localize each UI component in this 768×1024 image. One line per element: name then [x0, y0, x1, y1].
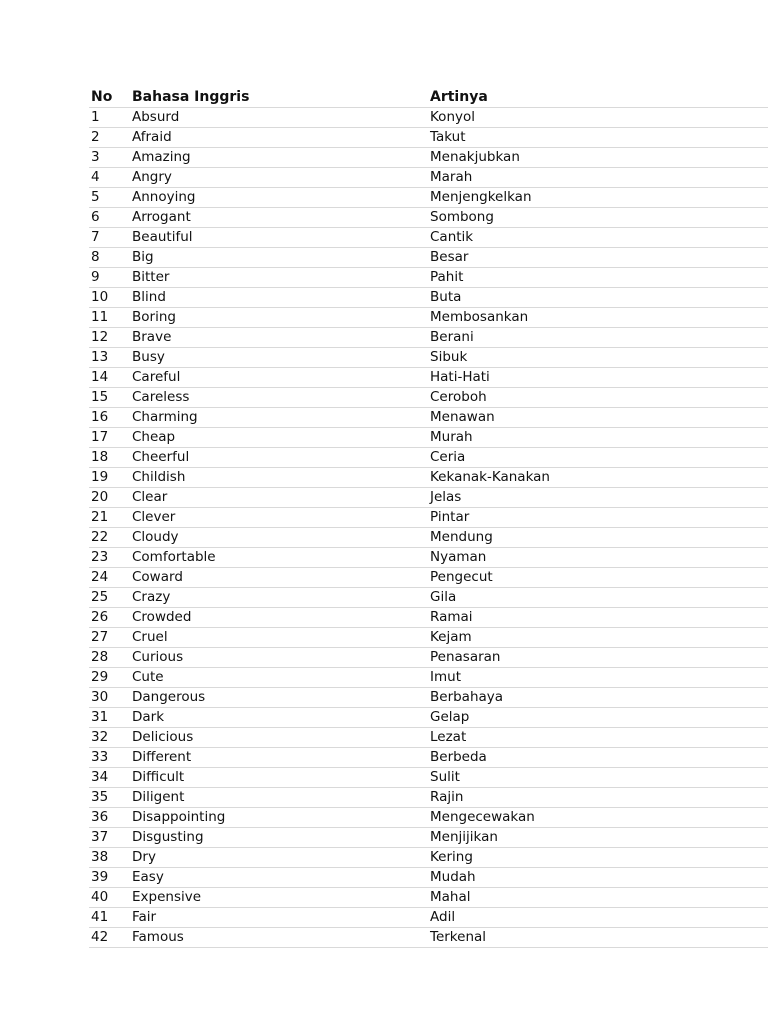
cell-no: 25	[89, 588, 130, 608]
table-row	[89, 888, 768, 908]
cell-no: 39	[89, 868, 130, 888]
vocabulary-table	[89, 88, 768, 948]
cell-no: 4	[89, 168, 130, 188]
table-row	[89, 308, 768, 328]
cell-no: 24	[89, 568, 130, 588]
cell-english-word: Comfortable	[130, 548, 428, 568]
cell-english-word: Busy	[130, 348, 428, 368]
cell-no: 27	[89, 628, 130, 648]
cell-english-word: Cute	[130, 668, 428, 688]
table-row	[89, 248, 768, 268]
cell-indonesian-meaning: Hati-Hati	[428, 368, 768, 388]
cell-english-word: Angry	[130, 168, 428, 188]
table-row	[89, 488, 768, 508]
cell-indonesian-meaning: Berbeda	[428, 748, 768, 768]
table-row	[89, 188, 768, 208]
cell-no: 11	[89, 308, 130, 328]
cell-english-word: Charming	[130, 408, 428, 428]
cell-english-word: Bitter	[130, 268, 428, 288]
cell-no: 21	[89, 508, 130, 528]
cell-indonesian-meaning: Terkenal	[428, 928, 768, 948]
cell-no: 17	[89, 428, 130, 448]
cell-indonesian-meaning: Menawan	[428, 408, 768, 428]
cell-english-word: Dark	[130, 708, 428, 728]
cell-indonesian-meaning: Besar	[428, 248, 768, 268]
cell-indonesian-meaning: Pahit	[428, 268, 768, 288]
cell-no: 38	[89, 848, 130, 868]
table-row	[89, 388, 768, 408]
cell-indonesian-meaning: Rajin	[428, 788, 768, 808]
cell-no: 40	[89, 888, 130, 908]
cell-indonesian-meaning: Mendung	[428, 528, 768, 548]
cell-english-word: Cloudy	[130, 528, 428, 548]
table-row	[89, 608, 768, 628]
cell-english-word: Brave	[130, 328, 428, 348]
cell-no: 41	[89, 908, 130, 928]
cell-english-word: Big	[130, 248, 428, 268]
header-meaning: Artinya	[428, 88, 768, 108]
cell-indonesian-meaning: Sulit	[428, 768, 768, 788]
table-row	[89, 788, 768, 808]
cell-english-word: Crazy	[130, 588, 428, 608]
cell-no: 42	[89, 928, 130, 948]
table-row	[89, 868, 768, 888]
table-row	[89, 628, 768, 648]
cell-no: 2	[89, 128, 130, 148]
table-row	[89, 108, 768, 128]
cell-english-word: Disgusting	[130, 828, 428, 848]
cell-no: 32	[89, 728, 130, 748]
cell-no: 34	[89, 768, 130, 788]
cell-no: 19	[89, 468, 130, 488]
cell-indonesian-meaning: Menjengkelkan	[428, 188, 768, 208]
table-row	[89, 688, 768, 708]
cell-no: 7	[89, 228, 130, 248]
cell-english-word: Arrogant	[130, 208, 428, 228]
cell-no: 30	[89, 688, 130, 708]
table-row	[89, 728, 768, 748]
cell-english-word: Easy	[130, 868, 428, 888]
cell-indonesian-meaning: Berani	[428, 328, 768, 348]
cell-english-word: Different	[130, 748, 428, 768]
cell-no: 20	[89, 488, 130, 508]
cell-indonesian-meaning: Marah	[428, 168, 768, 188]
cell-no: 26	[89, 608, 130, 628]
table-row	[89, 828, 768, 848]
cell-no: 28	[89, 648, 130, 668]
cell-no: 15	[89, 388, 130, 408]
cell-english-word: Cheerful	[130, 448, 428, 468]
cell-no: 33	[89, 748, 130, 768]
table-body	[89, 108, 768, 948]
table-row	[89, 168, 768, 188]
cell-no: 6	[89, 208, 130, 228]
cell-indonesian-meaning: Membosankan	[428, 308, 768, 328]
cell-indonesian-meaning: Pintar	[428, 508, 768, 528]
cell-indonesian-meaning: Gelap	[428, 708, 768, 728]
table-row	[89, 148, 768, 168]
cell-no: 22	[89, 528, 130, 548]
cell-indonesian-meaning: Adil	[428, 908, 768, 928]
table-row	[89, 268, 768, 288]
table-row	[89, 408, 768, 428]
cell-no: 29	[89, 668, 130, 688]
cell-english-word: Boring	[130, 308, 428, 328]
table-row	[89, 448, 768, 468]
cell-indonesian-meaning: Ceria	[428, 448, 768, 468]
cell-indonesian-meaning: Konyol	[428, 108, 768, 128]
cell-indonesian-meaning: Mudah	[428, 868, 768, 888]
cell-indonesian-meaning: Berbahaya	[428, 688, 768, 708]
table-row	[89, 908, 768, 928]
cell-no: 37	[89, 828, 130, 848]
cell-english-word: Fair	[130, 908, 428, 928]
cell-no: 31	[89, 708, 130, 728]
cell-english-word: Amazing	[130, 148, 428, 168]
cell-indonesian-meaning: Imut	[428, 668, 768, 688]
cell-indonesian-meaning: Ceroboh	[428, 388, 768, 408]
cell-indonesian-meaning: Ramai	[428, 608, 768, 628]
table-row	[89, 928, 768, 948]
table-row	[89, 568, 768, 588]
table-row	[89, 548, 768, 568]
cell-english-word: Difficult	[130, 768, 428, 788]
cell-english-word: Delicious	[130, 728, 428, 748]
table-row	[89, 508, 768, 528]
cell-english-word: Curious	[130, 648, 428, 668]
cell-indonesian-meaning: Menakjubkan	[428, 148, 768, 168]
cell-english-word: Afraid	[130, 128, 428, 148]
cell-english-word: Coward	[130, 568, 428, 588]
cell-indonesian-meaning: Murah	[428, 428, 768, 448]
cell-no: 13	[89, 348, 130, 368]
cell-indonesian-meaning: Gila	[428, 588, 768, 608]
cell-english-word: Dangerous	[130, 688, 428, 708]
table-row	[89, 588, 768, 608]
cell-indonesian-meaning: Takut	[428, 128, 768, 148]
cell-indonesian-meaning: Jelas	[428, 488, 768, 508]
table-row	[89, 748, 768, 768]
table-row	[89, 288, 768, 308]
table-row	[89, 428, 768, 448]
cell-indonesian-meaning: Cantik	[428, 228, 768, 248]
cell-no: 1	[89, 108, 130, 128]
cell-english-word: Childish	[130, 468, 428, 488]
cell-no: 18	[89, 448, 130, 468]
table-row	[89, 128, 768, 148]
table-row	[89, 468, 768, 488]
table-header-row	[89, 88, 768, 108]
cell-no: 5	[89, 188, 130, 208]
table-row	[89, 648, 768, 668]
table-row	[89, 208, 768, 228]
cell-english-word: Careful	[130, 368, 428, 388]
cell-indonesian-meaning: Kejam	[428, 628, 768, 648]
cell-indonesian-meaning: Kering	[428, 848, 768, 868]
header-no: No	[89, 88, 130, 108]
cell-indonesian-meaning: Mahal	[428, 888, 768, 908]
cell-no: 12	[89, 328, 130, 348]
cell-no: 14	[89, 368, 130, 388]
table-row	[89, 848, 768, 868]
header-english: Bahasa Inggris	[130, 88, 428, 108]
cell-no: 35	[89, 788, 130, 808]
cell-indonesian-meaning: Sombong	[428, 208, 768, 228]
cell-no: 8	[89, 248, 130, 268]
cell-english-word: Blind	[130, 288, 428, 308]
cell-indonesian-meaning: Nyaman	[428, 548, 768, 568]
cell-no: 9	[89, 268, 130, 288]
table-row	[89, 368, 768, 388]
cell-no: 3	[89, 148, 130, 168]
cell-english-word: Clear	[130, 488, 428, 508]
cell-indonesian-meaning: Buta	[428, 288, 768, 308]
table-row	[89, 668, 768, 688]
cell-indonesian-meaning: Pengecut	[428, 568, 768, 588]
cell-indonesian-meaning: Kekanak-Kanakan	[428, 468, 768, 488]
table-row	[89, 808, 768, 828]
table-row	[89, 708, 768, 728]
cell-english-word: Annoying	[130, 188, 428, 208]
table-row	[89, 348, 768, 368]
cell-indonesian-meaning: Menjijikan	[428, 828, 768, 848]
cell-english-word: Cruel	[130, 628, 428, 648]
cell-english-word: Clever	[130, 508, 428, 528]
cell-english-word: Crowded	[130, 608, 428, 628]
cell-english-word: Famous	[130, 928, 428, 948]
cell-english-word: Diligent	[130, 788, 428, 808]
cell-english-word: Expensive	[130, 888, 428, 908]
cell-indonesian-meaning: Penasaran	[428, 648, 768, 668]
cell-no: 36	[89, 808, 130, 828]
cell-english-word: Cheap	[130, 428, 428, 448]
cell-indonesian-meaning: Mengecewakan	[428, 808, 768, 828]
table-row	[89, 328, 768, 348]
cell-english-word: Careless	[130, 388, 428, 408]
table-row	[89, 228, 768, 248]
cell-english-word: Disappointing	[130, 808, 428, 828]
cell-english-word: Beautiful	[130, 228, 428, 248]
cell-english-word: Absurd	[130, 108, 428, 128]
cell-english-word: Dry	[130, 848, 428, 868]
cell-no: 10	[89, 288, 130, 308]
table-row	[89, 768, 768, 788]
table-row	[89, 528, 768, 548]
cell-indonesian-meaning: Lezat	[428, 728, 768, 748]
cell-indonesian-meaning: Sibuk	[428, 348, 768, 368]
cell-no: 16	[89, 408, 130, 428]
cell-no: 23	[89, 548, 130, 568]
